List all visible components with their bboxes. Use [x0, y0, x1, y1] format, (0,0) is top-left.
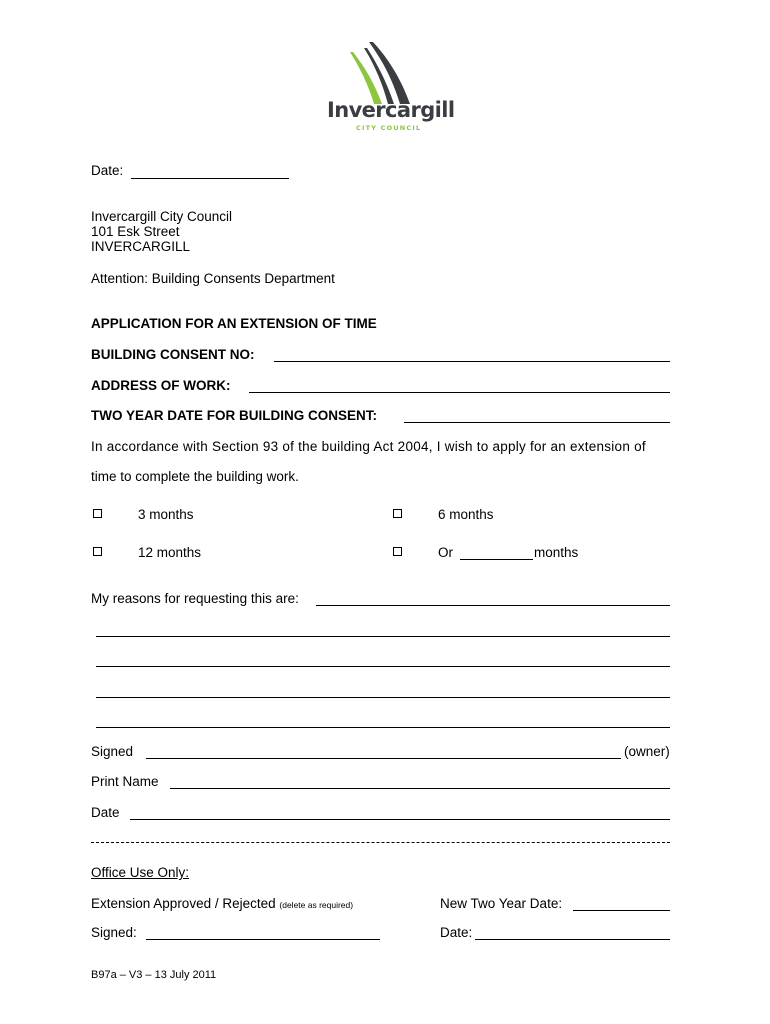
two-year-date-label: TWO YEAR DATE FOR BUILDING CONSENT:: [91, 408, 377, 423]
print-name-field[interactable]: [170, 788, 670, 789]
option-6-months-label: 6 months: [438, 507, 494, 522]
reasons-line-4[interactable]: [96, 697, 670, 698]
date2-label: Date: [91, 805, 120, 820]
statement-line-1: In accordance with Section 93 of the building Act 2004, I wish to apply for an extension of: [91, 439, 646, 454]
approval-note: (delete as required): [279, 900, 354, 910]
other-months-field[interactable]: [460, 559, 533, 560]
reasons-line-2[interactable]: [96, 636, 670, 637]
address-line-2: 101 Esk Street: [91, 224, 180, 239]
print-name-label: Print Name: [91, 774, 159, 789]
office-signed-label: Signed:: [91, 925, 137, 940]
new-date-label: New Two Year Date:: [440, 896, 563, 911]
date2-field[interactable]: [130, 819, 670, 820]
checkbox-12-months[interactable]: [93, 547, 102, 556]
office-signed-field[interactable]: [146, 939, 380, 940]
option-3-months-label: 3 months: [138, 507, 194, 522]
approval-label: [91, 896, 353, 911]
checkbox-3-months[interactable]: [93, 509, 102, 518]
date-field[interactable]: [131, 178, 289, 179]
date-label: Date:: [91, 163, 124, 178]
option-months-suffix: months: [534, 545, 579, 560]
reasons-line-3[interactable]: [96, 666, 670, 667]
office-use-heading: Office Use Only:: [91, 865, 190, 880]
checkbox-6-months[interactable]: [393, 509, 402, 518]
reasons-label: My reasons for requesting this are:: [91, 591, 299, 606]
reasons-field[interactable]: [316, 605, 670, 606]
statement-line-2: time to complete the building work.: [91, 469, 299, 484]
reasons-line-5[interactable]: [96, 727, 670, 728]
office-date-field[interactable]: [475, 939, 670, 940]
option-or-label: Or: [438, 545, 453, 560]
office-date-label: Date:: [440, 925, 473, 940]
logo-wordmark: Invercargill: [327, 98, 455, 122]
logo-subtitle: CITY COUNCIL: [356, 124, 422, 132]
approval-text: Extension Approved / Rejected: [91, 896, 276, 911]
consent-no-field[interactable]: [274, 361, 670, 362]
address-line-1: Invercargill City Council: [91, 209, 233, 224]
address-of-work-field[interactable]: [249, 392, 670, 393]
new-date-field[interactable]: [573, 910, 670, 911]
two-year-date-field[interactable]: [404, 422, 670, 423]
footer-version: B97a – V3 – 13 July 2011: [91, 969, 217, 981]
option-12-months-label: 12 months: [138, 545, 202, 560]
address-of-work-label: ADDRESS OF WORK:: [91, 378, 231, 393]
council-logo: [326, 42, 455, 134]
divider: [91, 842, 670, 843]
owner-label: (owner): [624, 744, 670, 759]
signed-field[interactable]: [146, 758, 621, 759]
checkbox-other-months[interactable]: [393, 547, 402, 556]
signed-label: Signed: [91, 744, 134, 759]
attention-line: Attention: Building Consents Department: [91, 271, 335, 286]
address-line-3: INVERCARGILL: [91, 239, 191, 254]
form-title: APPLICATION FOR AN EXTENSION OF TIME: [91, 316, 377, 331]
consent-no-label: BUILDING CONSENT NO:: [91, 347, 255, 362]
